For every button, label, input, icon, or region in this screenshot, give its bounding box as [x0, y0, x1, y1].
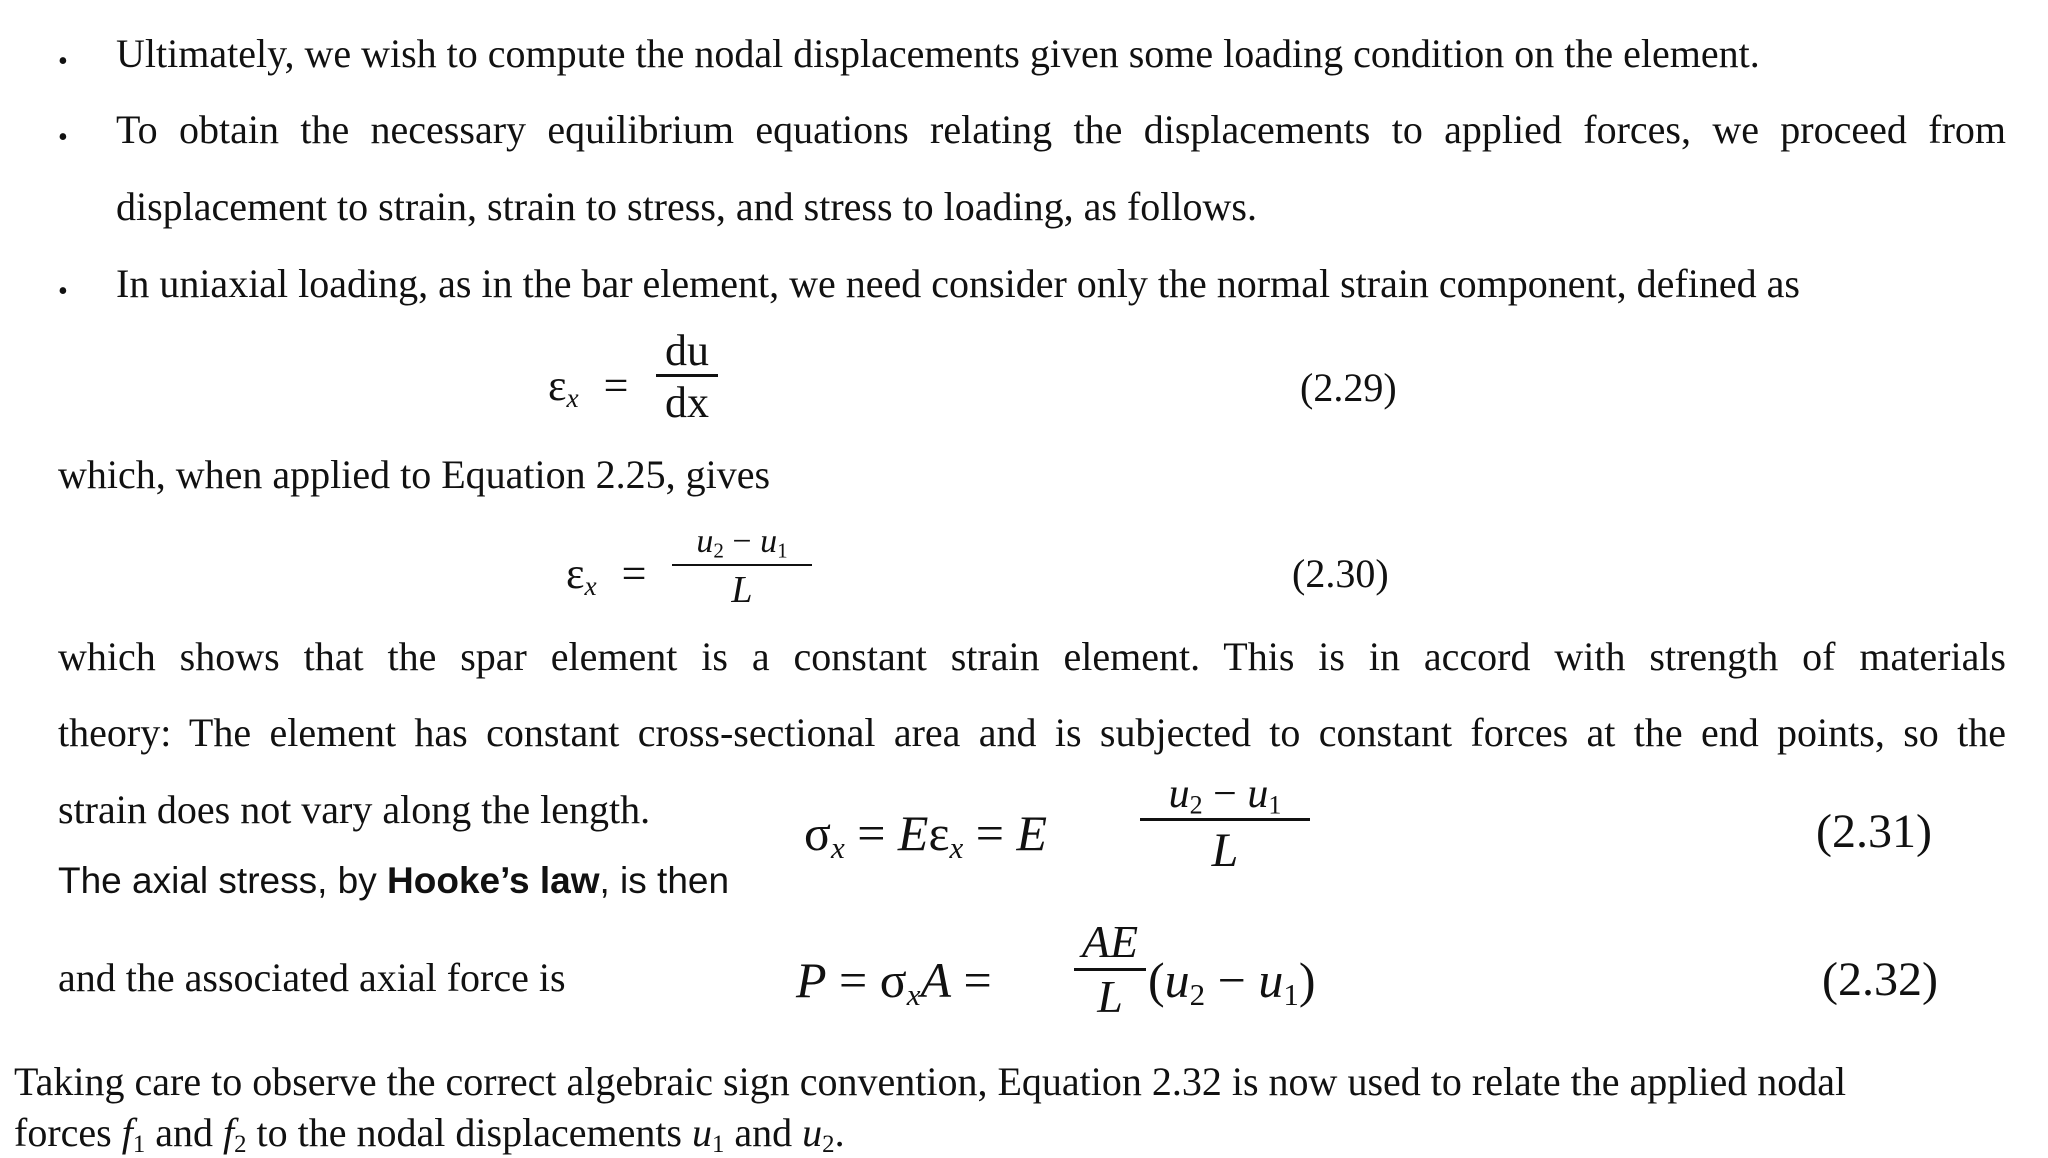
eq-2-29-lhs: $\varepsilon_x$ =	[548, 361, 629, 413]
bullet-2-line-1: To obtain the necessary equilibrium equations relating the displacements to applied forces, we proceed from	[116, 107, 2006, 152]
eq-2-31-fraction: $u_2 - u_1$ L	[1140, 770, 1310, 881]
closing-line-2: forces $f_1$ and $f_2$ to the nodal displacements $u_1$ and $u_2$.	[14, 1110, 845, 1158]
eq-2-29-fraction: du dx	[656, 328, 718, 429]
hookes-law-line: The axial stress, by Hooke’s law, is then	[58, 860, 730, 901]
eq-2-31-lhs: $\sigma_x = E\varepsilon_x = E$	[804, 805, 1047, 865]
text-after-eq-2-29: which, when applied to Equation 2.25, gives	[58, 452, 771, 497]
eq-2-32-number: (2.32)	[1822, 953, 1938, 1006]
bullet-marker: •	[58, 276, 68, 307]
bullet-3-text: In uniaxial loading, as in the bar element, we need consider only the normal strain component, defined as	[116, 261, 1800, 306]
paragraph-line-1: which shows that the spar element is a constant strain element. This is in accord with strength of materials	[58, 634, 2006, 679]
bullet-marker: •	[58, 122, 68, 153]
bullet-marker: •	[58, 46, 68, 77]
eq-2-30-number: (2.30)	[1292, 551, 1389, 596]
paragraph-line-2: theory: The element has constant cross-sectional area and is subjected to constant forces at the end points, so the	[58, 710, 2006, 755]
eq-2-29-number: (2.29)	[1300, 365, 1397, 410]
eq-2-32-fraction: AE L	[1074, 916, 1146, 1023]
eq-2-31-number: (2.31)	[1816, 805, 1932, 858]
eq-2-30-fraction: $u_2 - u_1$ L	[672, 520, 812, 614]
hookes-law-term: Hooke’s law	[387, 860, 600, 901]
paragraph-line-3: strain does not vary along the length.	[58, 787, 651, 832]
eq-2-32-lhs: $P = \sigma_xA$ =	[796, 952, 992, 1012]
bullet-2-line-2: displacement to strain, strain to stress, and stress to loading, as follows.	[116, 184, 1257, 229]
axial-force-text: and the associated axial force is	[58, 955, 566, 1000]
eq-2-30-lhs: $\varepsilon_x$ =	[566, 549, 647, 601]
eq-2-32-paren-term: $(u_2 - u_1)$	[1148, 952, 1316, 1012]
closing-line-1: Taking care to observe the correct algebraic sign convention, Equation 2.32 is now used to relate the applied nodal	[14, 1059, 1847, 1104]
bullet-1-text: Ultimately, we wish to compute the nodal displacements given some loading condition on the element.	[116, 31, 1760, 76]
